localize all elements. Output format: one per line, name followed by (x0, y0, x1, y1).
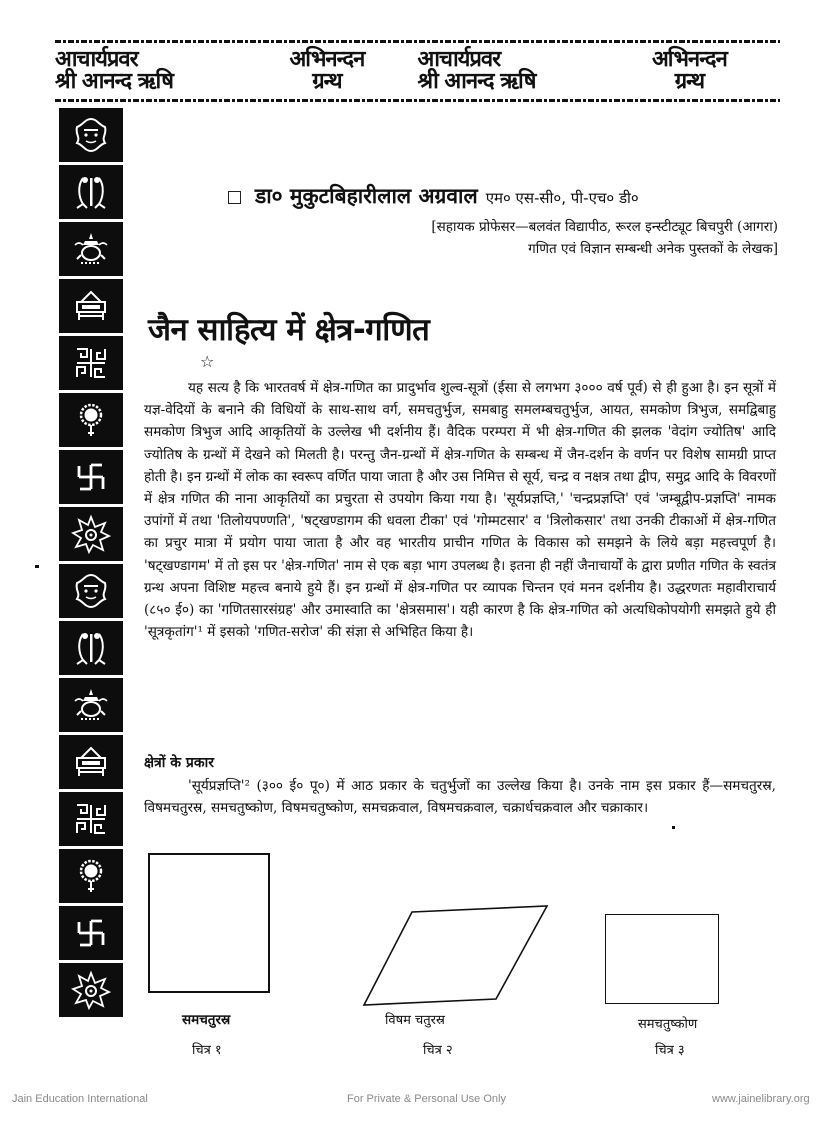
banner-rule-bottom (55, 99, 780, 102)
article-body (144, 377, 776, 643)
square-bullet-icon (228, 191, 241, 204)
paragraph-intro: यह सत्य है कि भारतवर्ष में क्षेत्र-गणित का प्रादुर्भाव शुल्व-सूत्रों (ईसा से लगभग ३००० वर्ष पूर्व) से ही हुआ है। इन सूत्रों में यज्ञ-वेदियों के बनाने की विधियों के साथ-साथ वर्ग, समचतुर्भुज, समबाहु समलम्बचतुर्भुज, आयत, समकोण त्रिभुज, समद्विबाहु समकोण त्रिभुज आदि आकृतियों के उल्लेख भी दर्शनीय हैं। वैदिक परम्परा में भी क्षेत्र-गणित की झलक 'वेदांग ज्योतिष' आदि ज्योतिष के ग्रन्थों में देखने को मिलती है। परन्तु जैन-ग्रन्थों में क्षेत्र-गणित के सम्बन्ध में जैन-दर्शन के वर्णन पर विशेष सामग्री प्राप्त होती है। इन ग्रन्थों में लोक का स्वरूप वर्णित पाया जाता है और उस निमित्त से सूर्य, चन्द्र व नक्षत्र तथा द्वीप, समुद्र आदि के विवरणों में क्षेत्र गणित की नाना आकृतियों का प्रचुरता से उपयोग किया गया है। 'सूर्यप्रज्ञप्ति,' 'चन्द्रप्रज्ञप्ति' एवं 'जम्बूद्वीप-प्रज्ञप्ति' नामक उपांगों में तथा 'तिलोयपण्णति', 'षट्खण्डागम की धवला टीका' एवं 'गोम्मटसार' व 'त्रिलोकसार' तथा उनकी टीकाओं में क्षेत्र-गणित का प्रचुर मात्रा में प्रयोग पाया जाता है और वह भारतीय प्राचीन गणित के विकास को समझने के लिये बड़ा महत्त्वपूर्ण है। 'षट्खण्डागम' में तो इस पर 'क्षेत्र-गणित' नाम से एक बड़ा भाग उपलब्ध है। इतना ही नहीं जैनाचार्यों के द्वारा प्रणीत गणित के स्वतंत्र ग्रन्थ अपना विशिष्ट महत्त्व बनाये हुये हैं। इन ग्रन्थों में क्षेत्र-गणित पर व्यापक चिन्तन एवं मनन दर्शनीय है। उद्धरणतः महावीराचार्य (८५० ई०) का 'गणितसारसंग्रह' और उमास्वाति का 'क्षेत्रसमास'। यही कारण है कि क्षेत्र-गणित को अत्यधिकोपयोगी समझते हुये ही 'सूत्रकृतांग'¹ में इसको 'गणित-सरोज' की संज्ञा से अभिहित किया है। (144, 380, 776, 641)
scan-speck (35, 565, 39, 568)
section-heading: क्षेत्रों के प्रकार (144, 755, 214, 771)
author-block (228, 182, 778, 260)
article-title: जैन साहित्य में क्षेत्र-गणित (148, 312, 430, 348)
nandyavarta-icon (59, 336, 123, 390)
banner-text: श्री आनन्द ऋषि (55, 69, 173, 94)
figure-label: चित्र १ (192, 1043, 222, 1058)
banner-text: ग्रन्थ (312, 69, 342, 94)
figure-caption: विषम चतुरस्र (385, 1013, 445, 1028)
star-flower-icon (59, 507, 123, 561)
banner-text: ग्रन्थ (674, 69, 705, 94)
auspicious-mirror-icon (59, 564, 123, 618)
banner-text: आचार्यप्रवर (55, 47, 138, 72)
figure-caption: समचतुष्कोण (638, 1017, 698, 1032)
swastika-icon (59, 450, 123, 504)
swastika-icon (59, 906, 123, 960)
article-body-section (144, 775, 776, 819)
banner-block-4 (599, 45, 780, 97)
affiliation-line-1: [सहायक प्रोफेसर—बलवंत विद्यापीठ, रूरल इन्स्टीट्यूट बिचपुरी (आगरा) (431, 219, 778, 235)
banner-text: अभिनन्दन (651, 47, 727, 72)
square-shape (148, 853, 270, 993)
nandyavarta-icon (59, 792, 123, 846)
banner-text: आचार्यप्रवर (417, 47, 501, 72)
banner-text: श्री आनन्द ऋषि (417, 69, 536, 94)
banner-block-2 (236, 45, 417, 97)
figure-caption: समचतुरस्र (182, 1012, 231, 1028)
parallelogram-shape (360, 900, 550, 1010)
affiliation-line-2: गणित एवं विज्ञान सम्बन्धी अनेक पुस्तकों के लेखक] (528, 241, 778, 257)
footer-left: Jain Education International (12, 1093, 148, 1105)
throne-icon (59, 735, 123, 789)
kalash-pot-icon (59, 222, 123, 276)
banner-text: अभिनन्दन (289, 47, 365, 72)
twin-fish-icon (59, 165, 123, 219)
twin-fish-icon (59, 621, 123, 675)
author-degrees: एम० एस-सी०, पी-एच० डी० (485, 189, 639, 207)
figure-label: चित्र २ (423, 1043, 453, 1058)
kalash-pot-icon (59, 678, 123, 732)
banner-block-1 (55, 45, 236, 97)
figure-label: चित्र ३ (655, 1043, 685, 1058)
mirror-round-icon (59, 393, 123, 447)
paragraph-types: 'सूर्यप्रज्ञप्ति'² (३०० ई० पू०) में आठ प्रकार के चतुर्भुजों का उल्लेख किया है। उनके नाम इस प्रकार हैं—समचतुरस्र, विषमचतुरस्र, समचतुष्कोण, विषमचतुष्कोण, समचक्रवाल, विषमचक्रवाल, चक्रार्धचक्रवाल और चक्राकार। (144, 778, 776, 817)
author-affiliation (228, 216, 778, 260)
scan-speck (672, 826, 675, 829)
rectangle-shape (605, 914, 719, 1004)
auspicious-mirror-icon (59, 108, 123, 162)
banner-rule-top (55, 40, 780, 43)
header-banner (55, 40, 780, 102)
decorative-symbol-strip (59, 108, 123, 1017)
throne-icon (59, 279, 123, 333)
star-flower-icon (59, 963, 123, 1017)
author-name: डा० मुकुटबिहारीलाल अग्रवाल (255, 184, 478, 208)
star-icon: ☆ (200, 352, 215, 371)
footer-center: For Private & Personal Use Only (347, 1093, 506, 1105)
mirror-round-icon (59, 849, 123, 903)
banner-block-3 (418, 45, 599, 97)
footer-link[interactable]: www.jainelibrary.org (712, 1093, 810, 1105)
